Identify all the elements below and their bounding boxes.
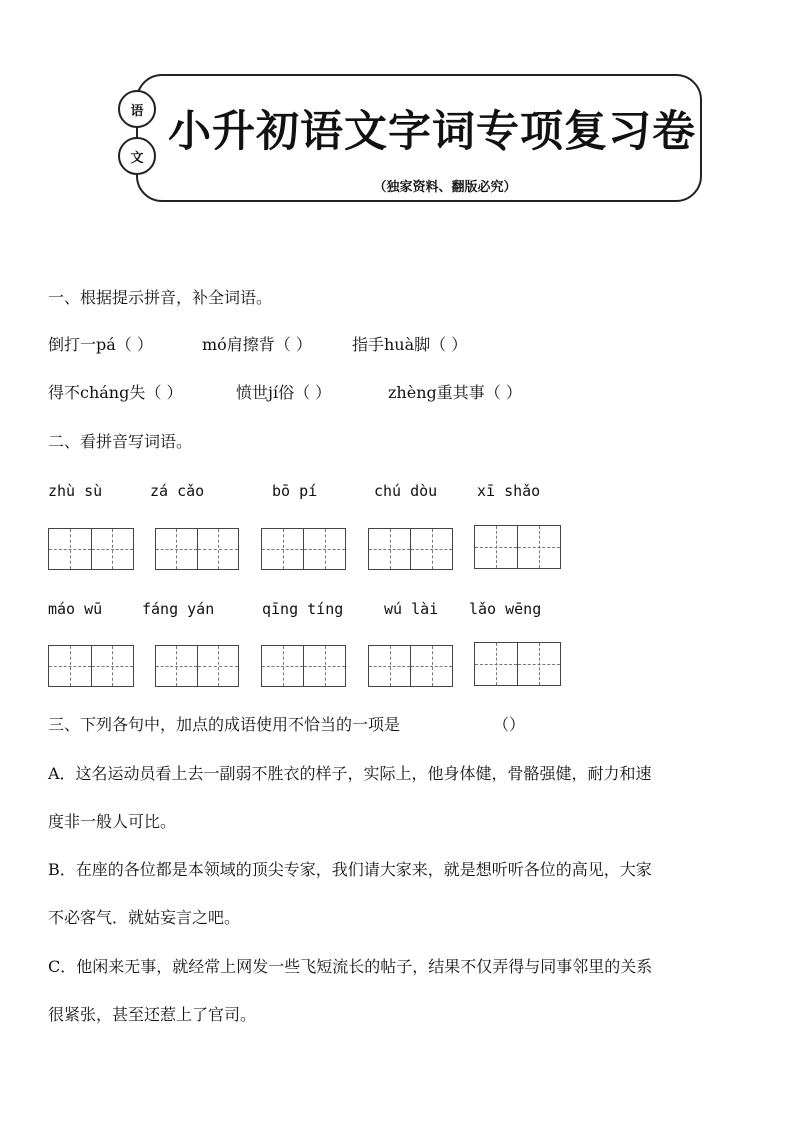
option-a-text: 度非一般人可比。 (48, 812, 177, 831)
writing-box-group[interactable] (261, 528, 346, 570)
writing-box-group[interactable] (368, 528, 453, 570)
question-item: 倒打一pá（ ） (48, 335, 153, 354)
subject-badge-top: 语 (118, 90, 156, 128)
pinyin-prompt: wú lài (384, 600, 439, 618)
subject-badge-bottom: 文 (118, 137, 156, 175)
writing-box-group[interactable] (368, 645, 453, 687)
question-item: 愤世jí俗（ ） (236, 383, 332, 402)
section-2-heading: 二、看拼音写词语。 (48, 432, 193, 451)
pinyin-prompt: xī shǎo (477, 482, 541, 500)
pinyin-prompt: zhù sù (48, 482, 103, 500)
pinyin-prompt: lǎo wēng (469, 600, 542, 618)
page-title: 小升初语文字词专项复习卷 (168, 107, 696, 157)
section-1-heading: 一、根据提示拼音，补全词语。 (48, 288, 273, 307)
option-c-text: 很紧张，甚至还惹上了官司。 (48, 1005, 257, 1024)
option-c-text: C．他闲来无事，就经常上网发一些飞短流长的帖子，结果不仅弄得与同事邻里的关系 (48, 957, 653, 976)
option-b-text: B．在座的各位都是本领域的顶尖专家，我们请大家来，就是想听听各位的高见，大家 (48, 860, 652, 879)
section-3-heading: 三、下列各句中，加点的成语使用不恰当的一项是 (48, 715, 401, 734)
question-item: zhèng重其事（ ） (388, 383, 522, 402)
writing-box-group[interactable] (474, 525, 561, 569)
pinyin-prompt: chú dòu (374, 482, 438, 500)
pinyin-prompt: máo wū (48, 600, 103, 618)
question-item: mó肩擦背（ ） (202, 335, 312, 354)
page-subtitle: （独家资料、翻版必究） (373, 180, 517, 195)
writing-box-group[interactable] (155, 528, 239, 570)
writing-box-group[interactable] (261, 645, 346, 687)
answer-blank[interactable]: （） (493, 715, 526, 734)
option-a-text: A．这名运动员看上去一副弱不胜衣的样子，实际上，他身体健，骨骼强健，耐力和速 (48, 764, 652, 783)
pinyin-prompt: bō pí (272, 482, 318, 500)
writing-box-group[interactable] (474, 642, 561, 686)
question-item: 得不cháng失（ ） (48, 383, 183, 402)
pinyin-prompt: fáng yán (142, 600, 215, 618)
pinyin-prompt: zá cǎo (150, 482, 205, 500)
writing-box-group[interactable] (48, 645, 134, 687)
pinyin-prompt: qīng tíng (262, 600, 344, 618)
question-item: 指手huà脚（ ） (352, 335, 468, 354)
writing-box-group[interactable] (48, 528, 134, 570)
writing-box-group[interactable] (155, 645, 239, 687)
option-b-text: 不必客气．就姑妄言之吧。 (48, 908, 241, 927)
